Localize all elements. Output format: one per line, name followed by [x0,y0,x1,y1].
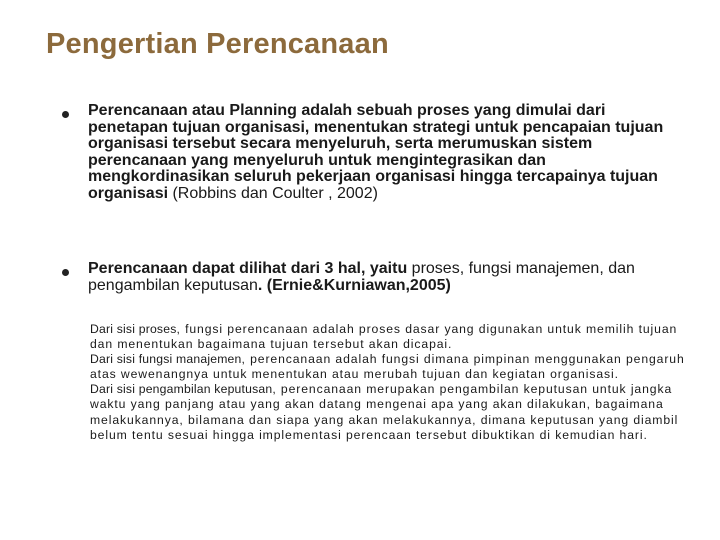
slide-title: Pengertian Perencanaan [46,28,389,60]
bullet-marker [62,269,69,276]
aspects-intro: Perencanaan dapat dilihat dari 3 hal, yaitu [88,260,408,277]
aspects-citation: . (Ernie&Kurniawan,2005) [257,276,451,294]
detail-paragraph-management [90,352,690,382]
detail-body: , perencanaan adalah fungsi dimana pimpinan menggunakan pengaruh atas wewenangnya untuk menentukan atau merubah tujuan dan kegiatan organisasi. [90,352,685,382]
definition-citation: (Robbins dan Coulter , 2002) [168,184,378,202]
detail-body: , fungsi perencanaan adalah proses dasar yang digunakan untuk memilih tujuan dan menentukan bagaimana tujuan tersebut akan dicapai. [90,322,678,352]
detail-paragraph-decision [90,382,690,442]
aspects-list: proses, fungsi manajemen, dan pengambilan keputusan [88,260,635,294]
detail-lead: Dari sisi proses [90,322,177,336]
definition-text: Perencanaan atau Planning adalah sebuah proses yang dimulai dari penetapan tujuan organisasi, menentukan strategi untuk pencapaian tujuan organisasi tersebut secara menyeluruh, serta merumuskan sistem perencanaan yang menyeluruh untuk mengintegrasikan dan mengkordinasikan seluruh pekerjaan organisasi hingga tercapainya tujuan organisasi [88,102,664,202]
detail-body: , perencanaan merupakan pengambilan keputusan untuk jangka waktu yang panjang atau yang akan datang mengenai apa yang akan dilakukan, bagaimana melakukannya, bilamana dan siapa yang akan melakukannya, dimana keputusan yang diambil belum tentu sesuai hingga implementasi perencaan tersebut dibuktikan di kemudian hari. [90,382,679,442]
bullet-definition [88,103,688,203]
bullet-marker [62,111,69,118]
aspect-details [90,322,690,443]
bullet-three-aspects [88,261,688,294]
detail-lead: Dari sisi fungsi manajemen [90,352,242,367]
detail-lead: Dari sisi pengambilan keputusan [90,382,273,397]
detail-paragraph-process [90,322,690,352]
